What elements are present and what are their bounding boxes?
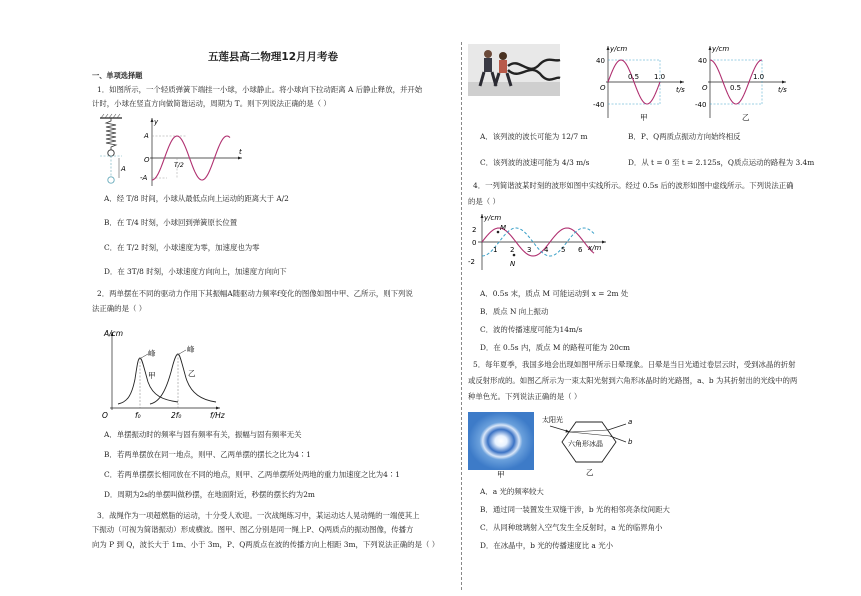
page-title: 五莲县高二物理12月月考卷 [207,51,339,63]
q4-tick-5: 5 [561,246,566,254]
q4-y-min: -2 [468,258,475,266]
curve-jia [118,358,178,404]
q4-tick-3: 3 [527,246,532,254]
q3-yi-origin: O [702,84,708,92]
q5-option-c[interactable]: C．从同种玻璃射入空气发生全反射时，a 光的临界角小 [480,523,663,532]
q3-text-line1: 3．战绳作为一项超燃脂的运动，十分受人欢迎。一次战绳练习中，某运动达人晃动绳的一端使其上 [97,511,420,520]
q1-negA-tick: -A [140,174,148,182]
q1-text-line2: 计时，小球在竖直方向做简谐运动，周期为 T。则下列说法正确的是（ ） [92,99,331,108]
q3-jia-t-label: t/s [676,86,685,94]
curve-yi [150,354,216,404]
q2-option-b[interactable]: B．若两单摆放在同一地点，则甲、乙两单摆的摆长之比为4∶1 [104,450,311,459]
q3-jia-tick-mid: 0.5 [628,73,640,81]
q1-figure [92,112,252,190]
q4-figure [466,212,616,274]
q4-text-line2: 的是（ ） [468,197,500,206]
q1-option-d[interactable]: D．在 3T/8 时刻，小球速度方向向上，加速度方向向下 [104,267,287,276]
q3-option-d[interactable]: D．从 t = 0 至 t = 2.125s，Q质点运动的路程为 3.4m [628,158,815,167]
q4-option-a[interactable]: A．0.5s 末，质点 M 可能运动到 x = 2m 处 [480,289,629,298]
q1-A-tick: A [144,132,149,140]
q3-yi-ymax: 40 [698,57,707,65]
q3-option-a[interactable]: A．该列波的波长可能为 12/7 m [480,132,588,141]
spring-A-label: A [121,165,126,173]
column-divider [461,42,462,590]
q5-text-line1: 5．每年夏季，我国多地会出现如图甲所示日晕现象。日晕是当日光通过卷层云时，受到冰晶的折射 [473,360,796,369]
q3-jia-tick-end: 1.0 [654,73,666,81]
q5-ice-crystal-diagram [540,412,650,478]
q3-yi-tick-mid: 0.5 [730,84,742,92]
q3-text-line3: 向为 P 到 Q，波长大于 1m、小于 3m，P、Q两质点在波的传播方向上相距 3m，下列说法正确的是（ ） [92,540,440,549]
q3-jia-caption: 甲 [640,113,648,122]
q4-x-label: x/m [588,244,602,252]
q2-option-c[interactable]: C．若两单摆摆长相同放在不同的地点，则甲、乙两单摆所处两地的重力加速度之比为4∶1 [104,470,400,479]
q2-peak2-label: 峰 [187,345,195,354]
q5-ray-b: b [628,438,633,446]
q2-origin: O [102,411,108,420]
q2-curve2-label: 乙 [188,369,196,378]
q4-y-zero: 0 [472,239,477,247]
q5-crystal-label: 六角形冰晶 [568,440,603,448]
q5-caption-jia: 甲 [497,470,505,479]
q2-y-label: A/cm [104,329,124,338]
q4-tick-2: 2 [510,246,515,254]
battle-rope-photo [468,44,560,96]
q3-jia-ymin: -40 [593,101,605,109]
q1-option-c[interactable]: C．在 T/2 时刻，小球速度为零，加速度也为零 [104,243,260,252]
q4-y-label: y/cm [484,214,502,222]
q5-ray-a: a [628,418,633,426]
section-heading: 一、单项选择题 [92,71,143,80]
q2-text-line1: 2．两单摆在不同的驱动力作用下其振幅A随驱动力频率f变化的图像如图中甲、乙所示，则下列说 [97,289,413,298]
q5-text-line3: 种单色光。下列说法正确的是（ ） [468,392,582,401]
spring-icon [106,118,116,150]
q1-graph [140,118,242,186]
q1-t-label: t [239,148,242,156]
q1-y-label: y [154,118,159,126]
q1-option-b[interactable]: B．在 T/4 时刻，小球回到弹簧原长位置 [104,218,238,227]
q1-T2-tick: T/2 [174,162,184,169]
q2-peak1-label: 峰 [148,349,156,358]
sun-halo-photo [468,412,534,478]
q4-y-max: 2 [472,226,477,234]
q3-jia-origin: O [600,84,606,92]
q3-option-b[interactable]: B．P、Q两质点振动方向始终相反 [628,132,741,141]
q4-option-d[interactable]: D．在 0.5s 内，质点 M 的路程可能为 20cm [480,343,631,352]
q5-caption-yi: 乙 [586,468,594,477]
q3-yi-ymin: -40 [695,101,707,109]
q3-text-line2: 下振动（可视为简谐振动）形成横波。图甲、图乙分别是同一绳上P、Q两质点的振动图像，传播方 [92,525,414,534]
q2-text-line2: 法正确的是（ ） [92,304,147,313]
q2-option-d[interactable]: D．周期为2s的单摆叫做秒摆，在地面附近，秒摆的摆长约为2m [104,490,315,499]
q3-graph-jia [593,42,692,122]
q5-text-line2: 或反射形成的。如图乙所示为一束太阳光射到六角形冰晶时的光路图，a、b 为其折射出的光线中的两 [468,376,798,385]
q2-curve1-label: 甲 [148,371,156,380]
q1-origin: O [144,156,150,164]
q4-tick-6: 6 [578,246,583,254]
q3-graph-yi [695,42,794,122]
q4-option-b[interactable]: B．质点 N 向上振动 [480,307,549,316]
q4-option-c[interactable]: C．波的传播速度可能为14m/s [480,325,583,334]
q2-x-label: f/Hz [210,411,225,420]
ball-equilibrium [108,150,114,156]
q3-jia-y-label: y/cm [610,45,628,53]
q5-option-d[interactable]: D．在冰晶中，b 光的传播速度比 a 光小 [480,541,613,550]
q4-text-line1: 4．一列简谐波某时刻的波形如图中实线所示。经过 0.5s 后的波形如图中虚线所示。下列说法正确 [473,181,794,190]
q5-option-a[interactable]: A．a 光的频率较大 [480,487,544,496]
q1-option-a[interactable]: A．经 T/8 时间，小球从最低点向上运动的距离大于 A/2 [104,194,289,203]
q4-tick-4: 4 [544,246,549,254]
q3-option-c[interactable]: C．该列波的波速可能为 4/3 m/s [480,158,590,167]
q3-yi-tick-end: 1.0 [753,73,765,81]
q2-tick-2f0: 2f₀ [171,411,182,420]
q1-text-line1: 1．如图所示，一个轻质弹簧下端挂一小球，小球静止。将小球向下拉动距离 A 后静止释放，并开始 [97,85,423,94]
q4-point-N: N [510,260,516,268]
q3-yi-caption: 乙 [742,113,750,122]
q4-point-M: M [500,224,507,232]
q2-figure [98,324,248,420]
q3-yi-y-label: y/cm [712,45,730,53]
q2-option-a[interactable]: A．单摆振动时的频率与固有频率有关，振幅与固有频率无关 [104,430,302,439]
q3-jia-ymax: 40 [596,57,605,65]
q2-tick-f0: f₀ [135,411,141,420]
q3-yi-t-label: t/s [778,86,787,94]
q5-option-b[interactable]: B．通过同一装置发生双缝干涉，b 光的相邻亮条纹间距大 [480,505,670,514]
q4-tick-1: 1 [493,246,498,254]
ball-lowest [108,177,114,183]
q5-sunlight-label: 太阳光 [542,416,563,424]
